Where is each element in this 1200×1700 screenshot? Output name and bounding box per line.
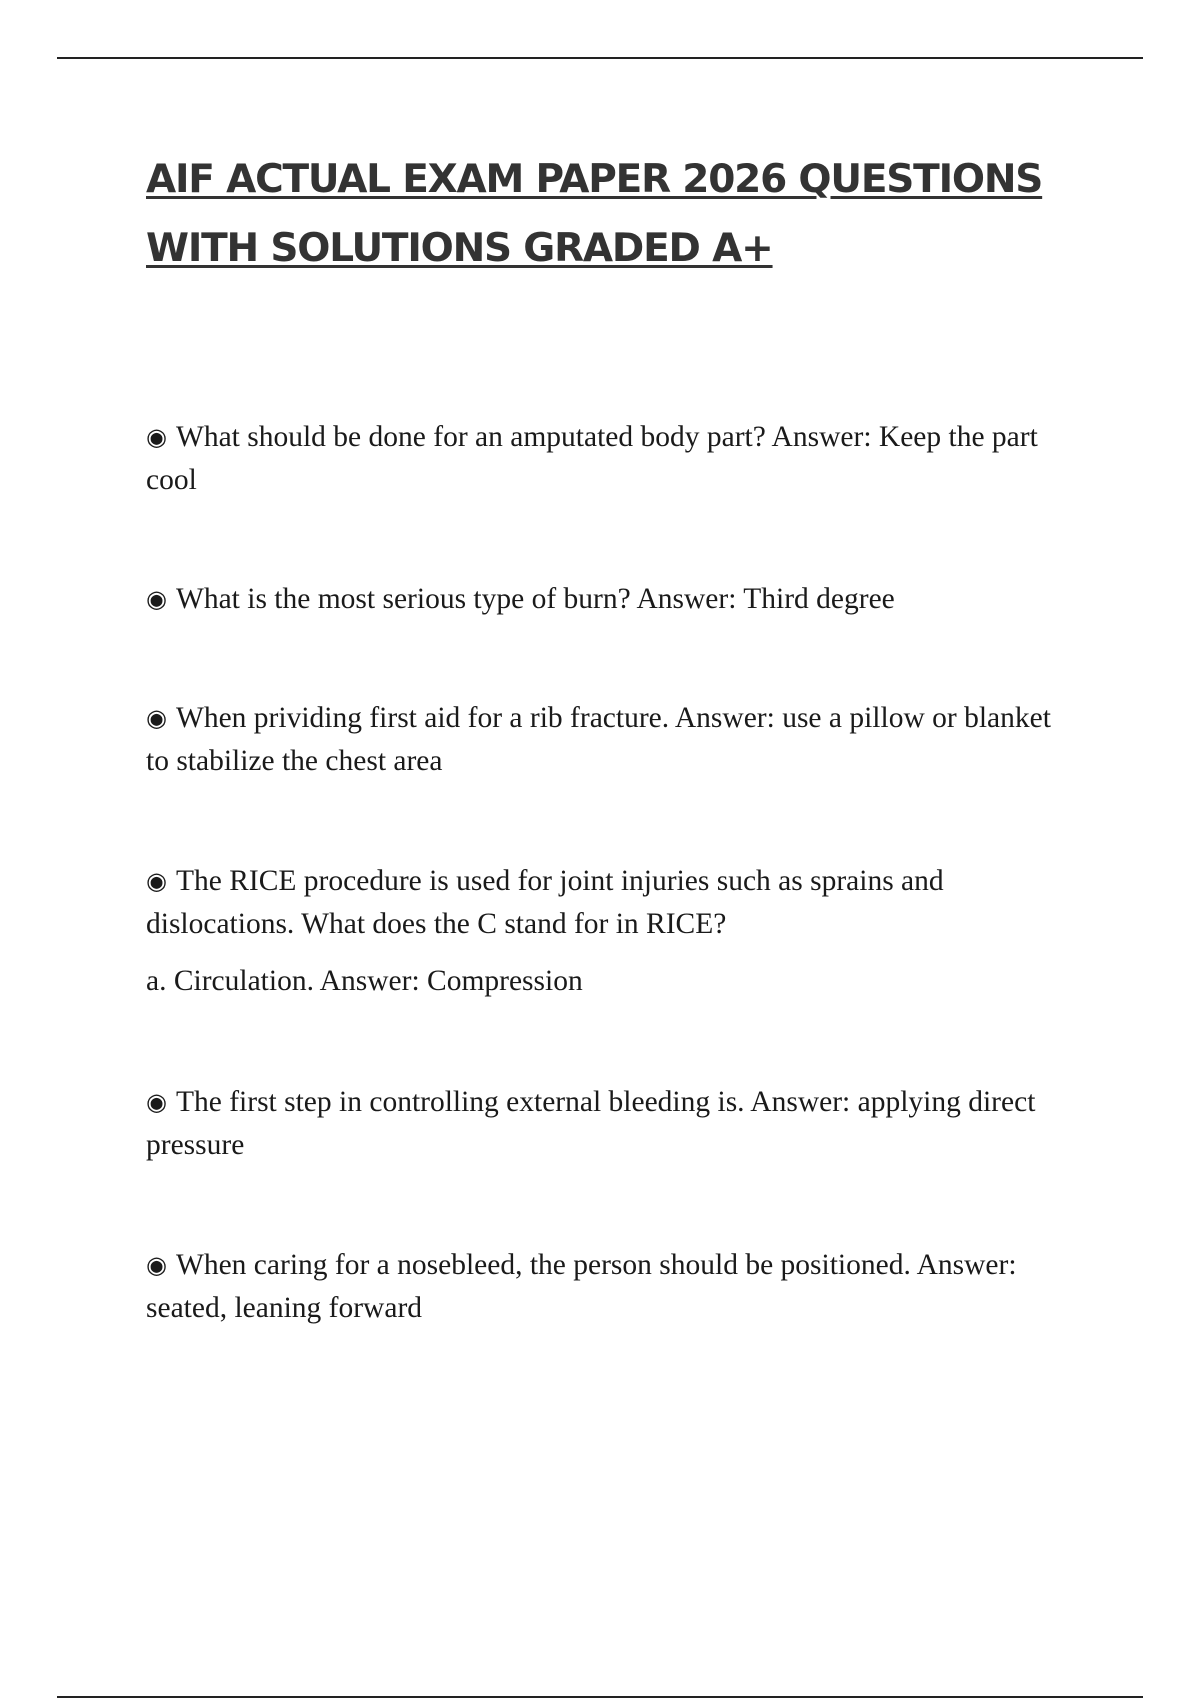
question-text: The first step in controlling external bleeding is. Answer: applying direct pressure [146, 1086, 1036, 1161]
bottom-divider [57, 1696, 1143, 1698]
question-answer-item [146, 1244, 1081, 1330]
radio-bullet-icon: ◉ [146, 585, 167, 613]
question-text: When prividing first aid for a rib fracture. Answer: use a pillow or blanket to stabilize the chest area [146, 702, 1051, 777]
question-answer-item [146, 697, 1081, 783]
title-line-1: AIF ACTUAL EXAM PAPER 2026 QUESTIONS [146, 157, 1043, 202]
question-answer-item [146, 578, 1081, 621]
radio-bullet-icon: ◉ [146, 1088, 167, 1116]
title-line-2: WITH SOLUTIONS GRADED A+ [146, 226, 773, 271]
question-answer-item [146, 860, 1081, 1003]
radio-bullet-icon: ◉ [146, 867, 167, 895]
question-answer-item [146, 1081, 1081, 1167]
question-text: What is the most serious type of burn? Answer: Third degree [176, 583, 895, 615]
document-title [146, 145, 1106, 283]
radio-bullet-icon: ◉ [146, 1251, 167, 1279]
top-divider [57, 57, 1143, 59]
question-text: When caring for a nosebleed, the person should be positioned. Answer: seated, leaning forward [146, 1249, 1017, 1324]
question-answer-item [146, 416, 1081, 502]
answer-option-line: a. Circulation. Answer: Compression [146, 965, 583, 997]
question-text: The RICE procedure is used for joint injuries such as sprains and dislocations. What does the C stand for in RICE? [146, 865, 944, 940]
radio-bullet-icon: ◉ [146, 704, 167, 732]
question-text: What should be done for an amputated body part? Answer: Keep the part cool [146, 421, 1038, 496]
radio-bullet-icon: ◉ [146, 423, 167, 451]
